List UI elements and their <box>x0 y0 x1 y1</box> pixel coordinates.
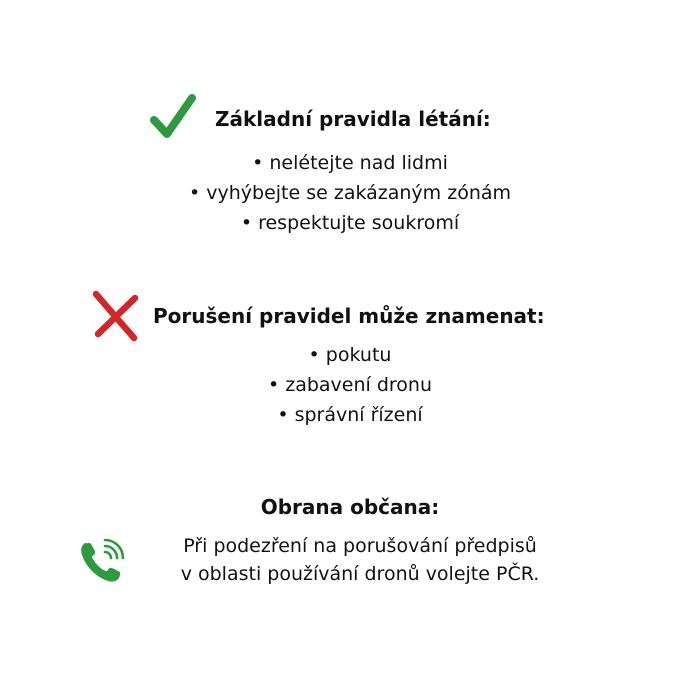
defense-line: Při podezření na porušování předpisů <box>183 535 537 557</box>
defense-text <box>130 535 590 585</box>
phone-icon <box>76 537 126 585</box>
rules-item: • nelétejte nad lidmi <box>252 152 448 174</box>
rules-item: • vyhýbejte se zakázaným zónám <box>188 182 512 204</box>
violations-item: • pokutu <box>308 344 392 366</box>
defense-heading: Obrana občana: <box>260 495 440 519</box>
rules-item: • respektujte soukromí <box>240 212 460 234</box>
rules-heading: Základní pravidla létání: <box>215 107 491 131</box>
cross-icon <box>88 288 142 344</box>
violations-heading: Porušení pravidel může znamenat: <box>153 304 545 328</box>
violations-item: • správní řízení <box>277 404 423 426</box>
violations-item: • zabavení dronu <box>267 374 433 396</box>
defense-line: v oblasti používání dronů volejte PČR. <box>180 563 540 585</box>
checkmark-icon <box>150 92 196 140</box>
